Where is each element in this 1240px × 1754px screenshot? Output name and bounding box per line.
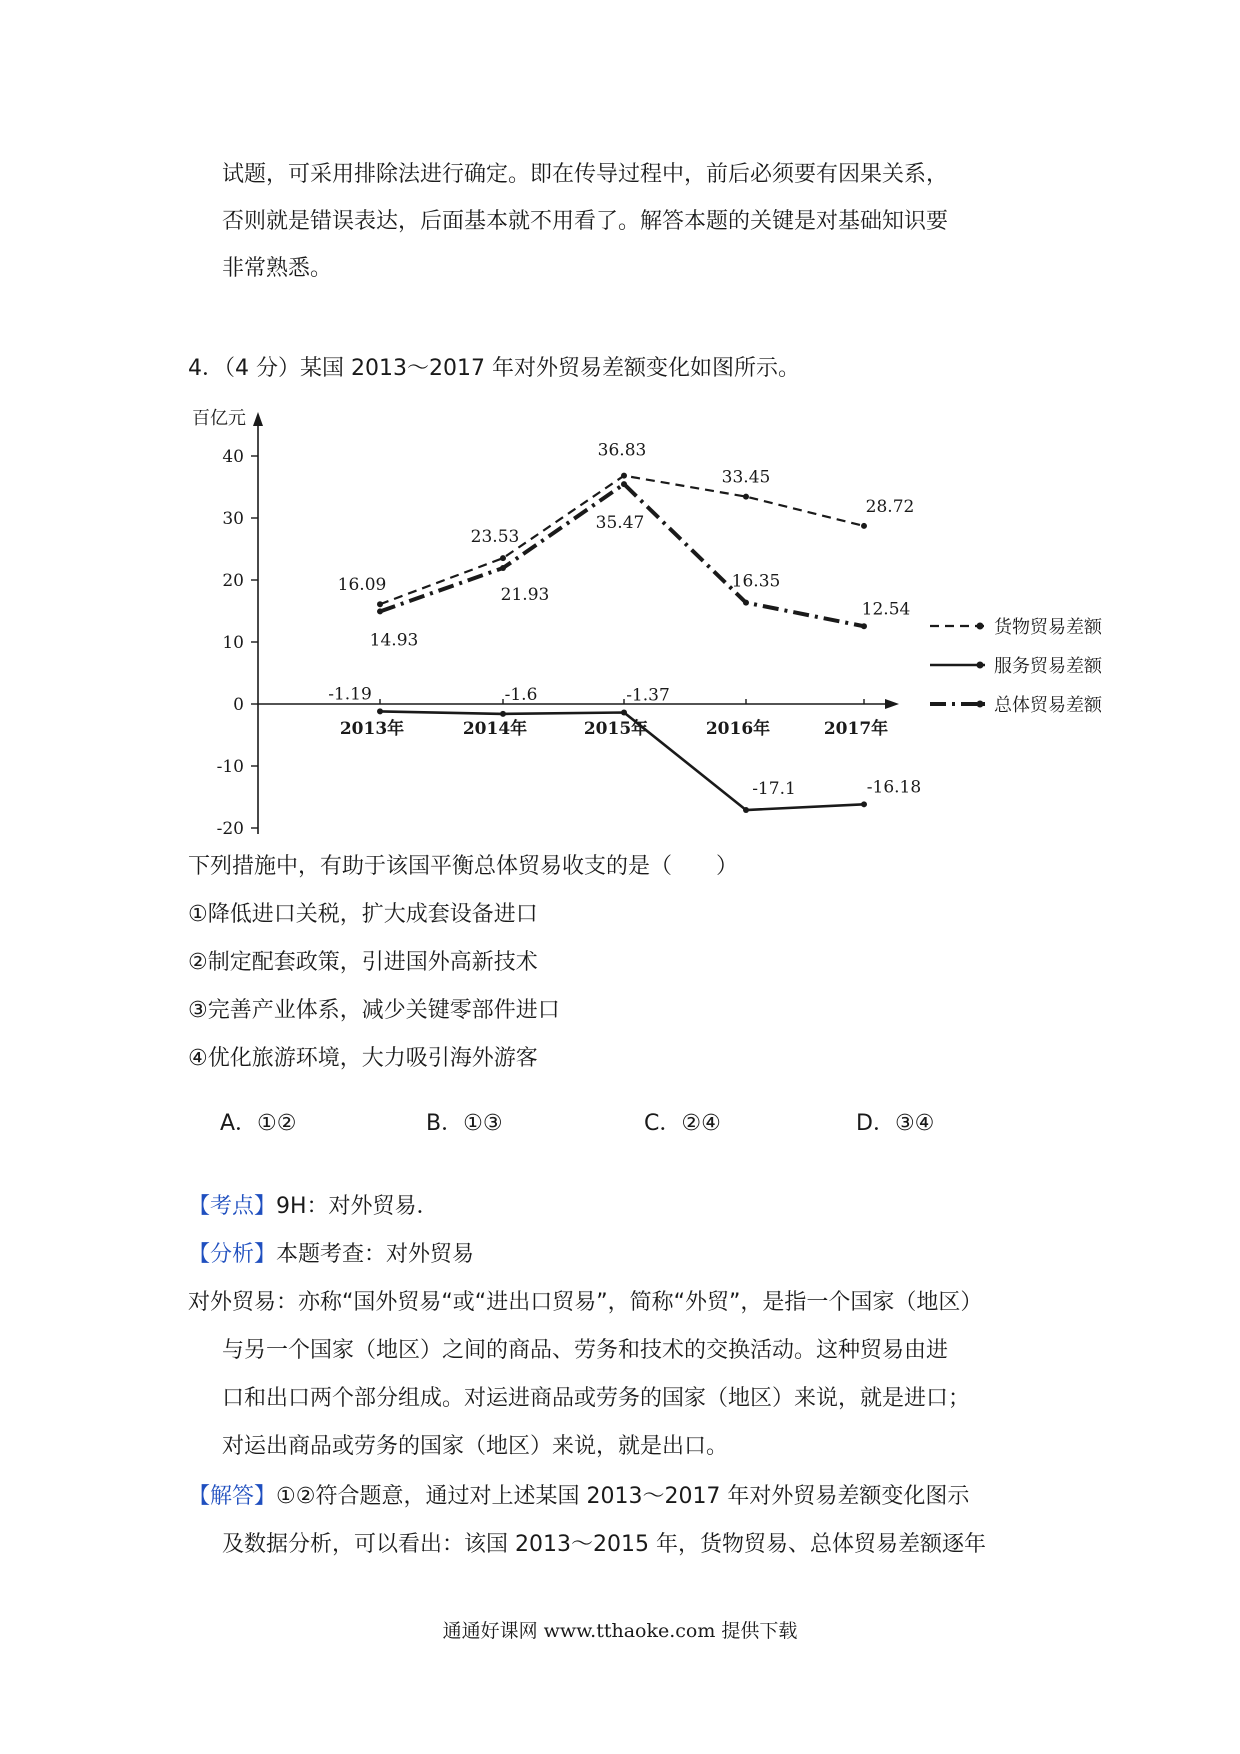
data-point bbox=[743, 600, 749, 606]
question-stem: 4．（4 分）某国 2013～2017 年对外贸易差额变化如图所示。 bbox=[188, 356, 800, 381]
data-point bbox=[500, 555, 506, 561]
y-tick-label: 40 bbox=[222, 447, 244, 467]
data-point bbox=[500, 565, 506, 571]
prev-explanation-line-3: 非常熟悉。 bbox=[222, 256, 333, 281]
x-tick-label: 2015年 bbox=[583, 719, 649, 739]
fenxi-text: 本题考查：对外贸易 bbox=[276, 1242, 475, 1267]
jieda-line-2: 及数据分析，可以看出：该国 2013～2015 年，货物贸易、总体贸易差额逐年 bbox=[222, 1532, 986, 1557]
data-label: 12.54 bbox=[861, 599, 911, 620]
data-point bbox=[377, 708, 383, 714]
data-point bbox=[500, 711, 506, 717]
x-tick-label: 2017年 bbox=[823, 719, 889, 739]
y-tick-label: 30 bbox=[222, 509, 244, 529]
data-point bbox=[377, 608, 383, 614]
y-tick-label: -10 bbox=[216, 757, 244, 777]
data-point bbox=[621, 709, 627, 715]
kaodian-tag: 【考点】 bbox=[188, 1194, 277, 1219]
x-axis-arrow bbox=[885, 699, 899, 709]
choice-c: C．②④ bbox=[644, 1111, 721, 1136]
data-point bbox=[861, 523, 867, 529]
option-item-1: ①降低进口关税，扩大成套设备进口 bbox=[188, 902, 538, 927]
question-prompt: 下列措施中，有助于该国平衡总体贸易收支的是（ ） bbox=[188, 854, 739, 879]
data-point bbox=[861, 623, 867, 629]
y-tick-label: -20 bbox=[216, 819, 244, 839]
data-point bbox=[743, 494, 749, 500]
data-point bbox=[743, 807, 749, 813]
y-tick-label: 10 bbox=[222, 633, 244, 653]
prev-explanation-line-1: 试题，可采用排除法进行确定。即在传导过程中，前后必须要有因果关系， bbox=[222, 162, 949, 187]
data-label: 21.93 bbox=[500, 585, 550, 606]
fenxi-line bbox=[188, 1240, 474, 1270]
data-label: 33.45 bbox=[721, 467, 771, 488]
option-item-4: ④优化旅游环境，大力吸引海外游客 bbox=[188, 1046, 538, 1071]
choice-b: B．①③ bbox=[426, 1111, 503, 1136]
y-tick-label: 20 bbox=[222, 571, 244, 591]
data-point bbox=[621, 481, 627, 487]
option-item-2: ②制定配套政策，引进国外高新技术 bbox=[188, 950, 538, 975]
x-tick-label: 2016年 bbox=[705, 719, 771, 739]
jieda-text-1: ①②符合题意，通过对上述某国 2013～2017 年对外贸易差额变化图示 bbox=[276, 1484, 970, 1509]
prev-explanation-line-2: 否则就是错误表达，后面基本就不用看了。解答本题的关键是对基础知识要 bbox=[222, 209, 949, 234]
data-label: -1.19 bbox=[328, 684, 372, 705]
legend-marker bbox=[977, 701, 984, 708]
y-axis-title: 百亿元 bbox=[192, 408, 246, 429]
legend-label: 货物贸易差额 bbox=[994, 617, 1102, 638]
data-point bbox=[861, 801, 867, 807]
choice-d: D．③④ bbox=[856, 1111, 935, 1136]
kaodian-text: 9H：对外贸易． bbox=[276, 1194, 439, 1219]
data-label: 35.47 bbox=[595, 513, 645, 534]
data-label: 16.35 bbox=[731, 571, 781, 592]
data-label: 16.09 bbox=[337, 575, 387, 596]
jieda-tag: 【解答】 bbox=[188, 1484, 277, 1509]
legend-label: 服务贸易差额 bbox=[994, 656, 1102, 677]
legend-label: 总体贸易差额 bbox=[994, 695, 1102, 716]
data-label: -1.37 bbox=[626, 685, 670, 706]
kaodian-line bbox=[188, 1192, 439, 1222]
x-tick-label: 2013年 bbox=[339, 719, 405, 739]
y-tick-label: 0 bbox=[233, 695, 244, 715]
data-point bbox=[377, 601, 383, 607]
option-item-3: ③完善产业体系，减少关键零部件进口 bbox=[188, 998, 560, 1023]
jieda-line-1 bbox=[188, 1482, 969, 1512]
data-label: -17.1 bbox=[752, 779, 796, 800]
footer: 通通好课网 www.tthaoke.com 提供下载 bbox=[442, 1620, 798, 1642]
analysis-body-1: 对外贸易：亦称“国外贸易“或“进出口贸易”，简称“外贸”，是指一个国家（地区） bbox=[188, 1290, 983, 1315]
data-label: 23.53 bbox=[470, 527, 520, 548]
legend-marker bbox=[977, 623, 984, 630]
fenxi-tag: 【分析】 bbox=[188, 1242, 277, 1267]
data-label: 36.83 bbox=[597, 440, 647, 461]
analysis-body-4: 对运出商品或劳务的国家（地区）来说，就是出口。 bbox=[222, 1434, 729, 1459]
analysis-body-3: 口和出口两个部分组成。对运进商品或劳务的国家（地区）来说，就是进口； bbox=[222, 1386, 971, 1411]
data-label: -1.6 bbox=[504, 684, 538, 705]
series-line-3 bbox=[380, 484, 864, 626]
y-axis-arrow bbox=[253, 412, 263, 426]
x-tick-label: 2014年 bbox=[462, 719, 528, 739]
data-label: -16.18 bbox=[866, 777, 922, 798]
data-label: 28.72 bbox=[865, 496, 915, 517]
data-point bbox=[621, 473, 627, 479]
data-label: 14.93 bbox=[369, 630, 419, 651]
choice-a: A．①② bbox=[220, 1111, 297, 1136]
legend-marker bbox=[977, 662, 984, 669]
analysis-body-2: 与另一个国家（地区）之间的商品、劳务和技术的交换活动。这种贸易由进 bbox=[222, 1338, 949, 1363]
